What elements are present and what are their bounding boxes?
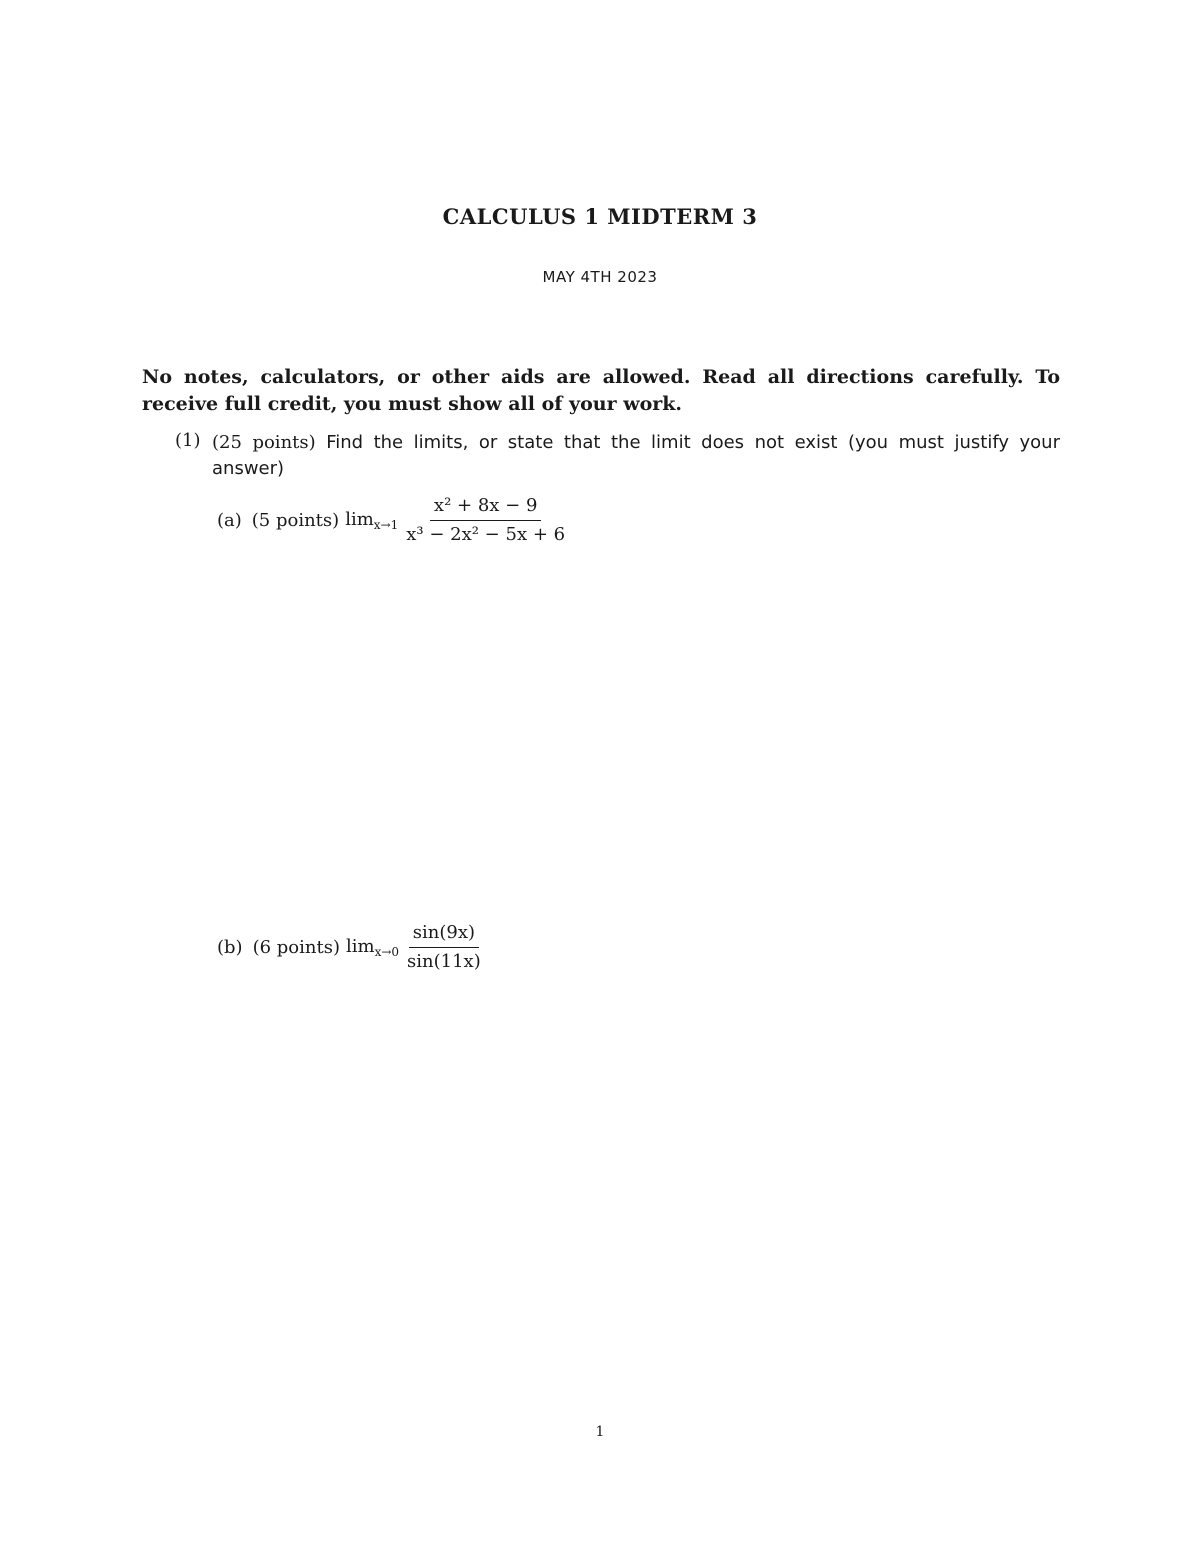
part-b-points: (6 points): [252, 937, 340, 958]
part-a-denominator: x³ − 2x² − 5x + 6: [406, 524, 566, 545]
part-a-fraction: [404, 494, 567, 547]
question-points: (25 points): [212, 432, 316, 453]
part-a-label: (a): [217, 510, 242, 531]
question-text: Find the limits, or state that the limit does not exist (you must justify your answer): [212, 432, 1060, 479]
part-b: [217, 921, 483, 974]
exam-date: MAY 4TH 2023: [542, 268, 658, 286]
part-b-label: (b): [217, 937, 243, 958]
part-a: [217, 494, 567, 547]
question-number: (1): [175, 430, 201, 451]
part-b-numerator: sin(9x): [409, 921, 479, 948]
question-prompt: [212, 430, 1060, 482]
part-a-points: (5 points): [251, 510, 340, 531]
part-b-limit: $\lim_{x\to 0}$: [345, 936, 400, 959]
instructions-paragraph: No notes, calculators, or other aids are allowed. Read all directions carefully. To receive full credit, you must show all of your work.: [142, 366, 1060, 415]
part-b-denominator: sin(11x): [407, 951, 481, 972]
page-number: 1: [595, 1424, 605, 1440]
part-b-limit-subscript: x→0: [374, 945, 400, 959]
part-b-fraction: [405, 921, 483, 974]
part-a-limit-subscript: x→1: [373, 518, 399, 532]
exam-title: CALCULUS 1 MIDTERM 3: [442, 204, 758, 229]
part-a-limit: $\lim_{x\to 1}$: [345, 509, 399, 532]
part-a-numerator: x² + 8x − 9: [430, 494, 541, 521]
